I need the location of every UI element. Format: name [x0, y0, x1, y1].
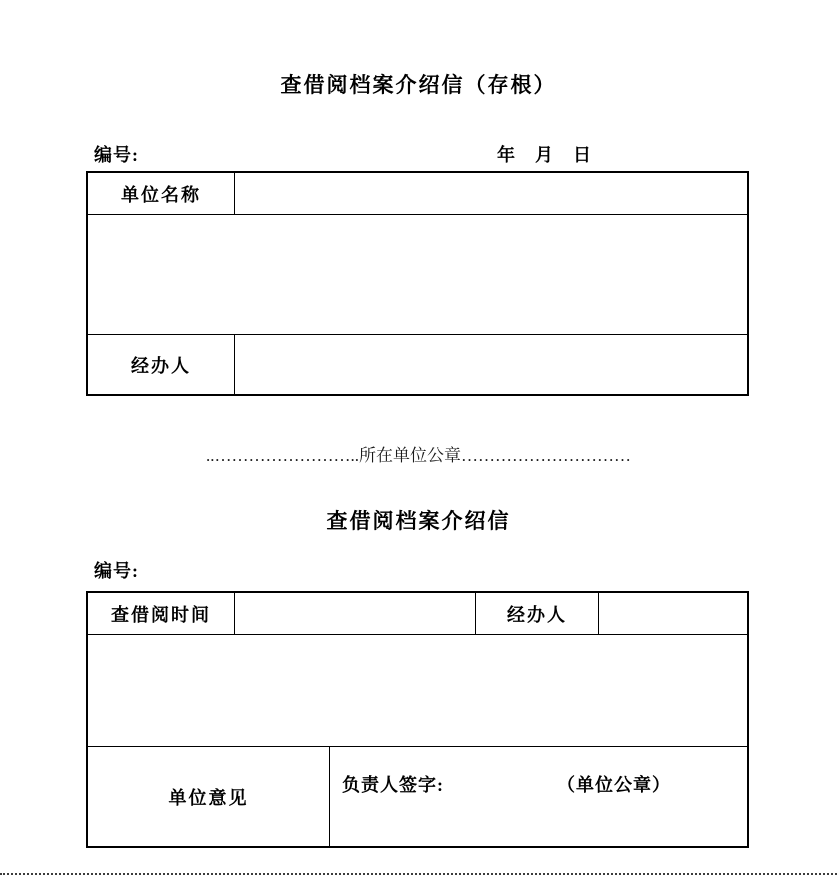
letter-serial-label: 编号: — [94, 561, 139, 581]
stub-handler-input-cell[interactable] — [234, 335, 747, 394]
unit-opinion-label: 单位意见 — [168, 787, 249, 808]
stub-handler-row — [88, 334, 747, 394]
letter-content-row — [88, 634, 747, 746]
stub-table — [86, 171, 749, 396]
unit-seal-note: （单位公章） — [557, 775, 671, 795]
cut-line — [0, 446, 837, 466]
stub-unit-name-row — [88, 173, 747, 214]
letter-table — [86, 591, 749, 848]
stub-serial-label: 编号: — [94, 145, 139, 165]
unit-opinion-row — [88, 746, 747, 846]
stub-content-cell[interactable] — [88, 215, 747, 334]
unit-name-label: 单位名称 — [121, 184, 201, 205]
seal-label: 所在单位公章 — [359, 446, 461, 465]
visit-time-input-cell[interactable] — [234, 593, 475, 634]
cut-line-right-dots: ………………………… — [461, 446, 631, 465]
visit-time-label: 查借阅时间 — [111, 604, 211, 625]
letter-handler-input-cell[interactable] — [598, 593, 747, 634]
cut-line-left-dots: ..…………………….. — [206, 446, 359, 465]
signature-cell[interactable] — [329, 747, 747, 846]
letter-content-cell[interactable] — [88, 635, 747, 746]
stub-title: 查借阅档案介绍信（存根） — [280, 74, 557, 97]
unit-name-input-cell[interactable] — [234, 173, 747, 214]
letter-handler-label: 经办人 — [475, 593, 598, 634]
signature-label: 负责人签字: — [342, 775, 444, 795]
letter-title: 查借阅档案介绍信 — [326, 510, 511, 533]
stub-content-row — [88, 214, 747, 334]
letter-header-row — [88, 593, 747, 634]
stub-handler-label: 经办人 — [131, 355, 191, 376]
page-break-line — [0, 873, 837, 875]
stub-date-text: 年 月 日 — [497, 145, 592, 165]
